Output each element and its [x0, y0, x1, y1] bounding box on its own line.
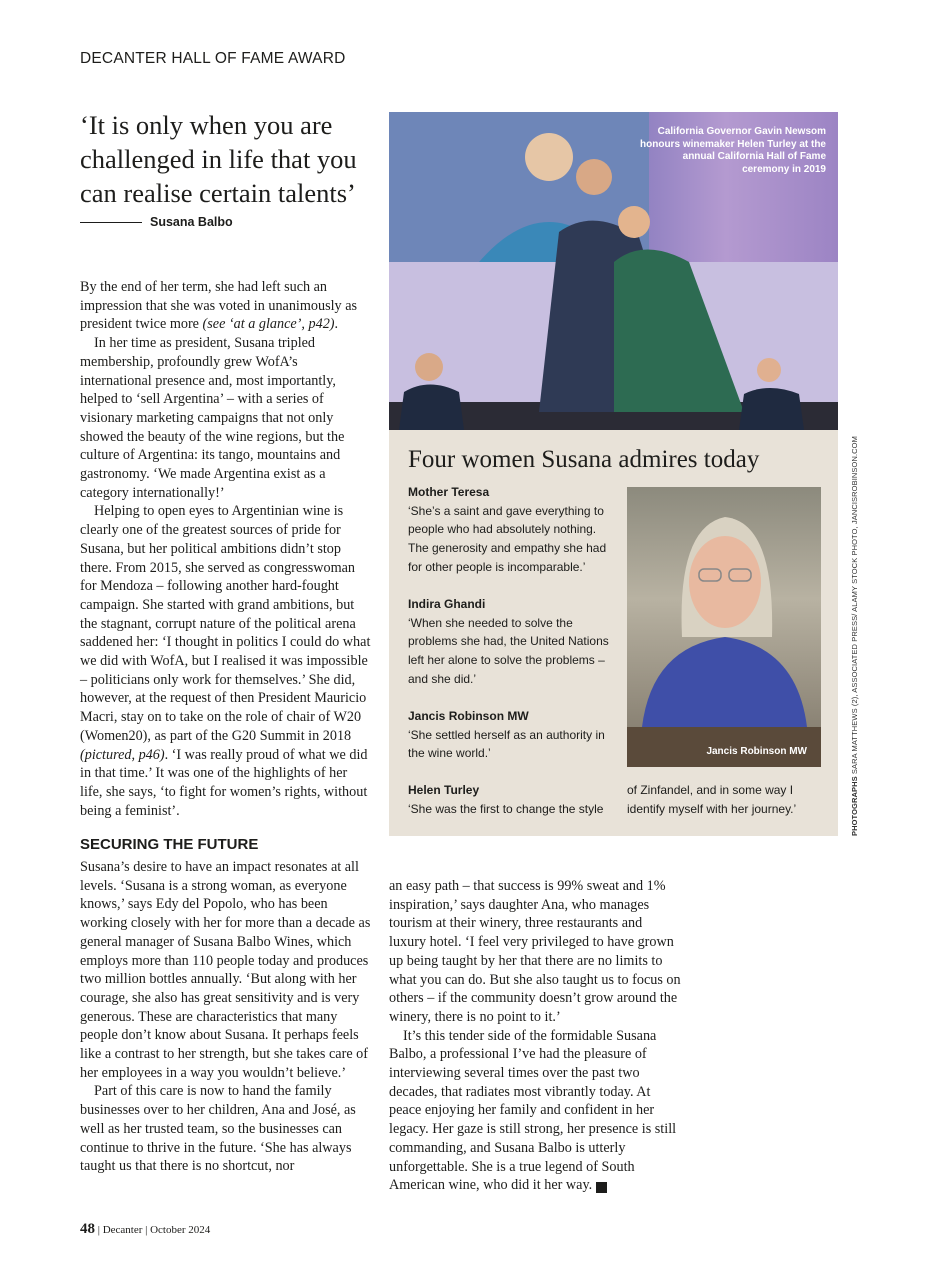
- page-footer: [80, 1221, 210, 1238]
- paragraph: Susana’s desire to have an impact resonates at all levels. ‘Susana is a strong woman, as everyone knows,’ says Edy del Popolo, who has been working closely with her for more than a decade as general manager of Susana Balbo Wines, which employs more than 110 people today and produces two million bottles annually. ‘But along with her courage, she also has great sensitivity and is very generous. These are characteristics that many people don’t know about Susana. It perhaps feels like a contrast to her strength, but she takes care of her employees in a way you wouldn’t believe.’: [80, 859, 371, 1081]
- portrait-photo: [627, 487, 821, 767]
- body-column-left-lower: [80, 858, 372, 1176]
- portrait-illustration: [627, 487, 821, 767]
- pull-quote: ‘It is only when you are challenged in life that you can realise certain talents’: [80, 110, 357, 208]
- sidebar-title: Four women Susana admires today: [408, 446, 760, 473]
- sidebar-item-helen-turley-cont: of Zinfandel, and in some way I identify myself with her journey.’: [627, 783, 797, 816]
- paragraph: By the end of her term, she had left such an impression that she was voted in unanimously as president twice more (see ‘at a glance’, p42).: [80, 279, 358, 333]
- sidebar-item-jancis-robinson: Jancis Robinson MW ‘She settled herself as an authority in the wine world.’: [408, 709, 605, 761]
- body-column-middle: [389, 877, 681, 1195]
- paragraph: Helping to open eyes to Argentinian wine is clearly one of the greatest sources of pride for Susana, but her political ambitions didn’t stop there. From 2015, she served as congresswoman for Mendoza – following another hard-fought campaign. She started with grand ambitions, but the stagnant, corrupt nature of the political arena saddened her: ‘I thought in politics I could do what we did with WofA, but I realised it was impossible – politicians only work for themselves.’ She did, however, at the request of then President Mauricio Macri, stay on to take on the role of chair of W20 (Women20), as part of the G20 Summit in 2018 (pictured, p46). ‘I was really proud of what we did in that time.’ It was one of the highlights of her life, she says, ‘to fight for women’s rights, without being a feminist’.: [80, 503, 371, 819]
- ceremony-photo: [389, 112, 838, 430]
- sidebar-item-indira-ghandi: Indira Ghandi ‘When she needed to solve the problems she had, the United Nations left her alone to solve the problems – and she did.’: [408, 597, 609, 686]
- end-mark-icon: D: [596, 1182, 607, 1193]
- photo-credit: PHOTOGRAPHS SARA MATTHEWS (2), ASSOCIATED PRESS/ ALAMY STOCK PHOTO, JANCISROBINSON.COM: [850, 436, 859, 836]
- footer-text: | Decanter | October 2024: [95, 1224, 211, 1236]
- portrait-caption: Jancis Robinson MW: [706, 746, 807, 757]
- attribution-rule: [80, 222, 142, 223]
- paragraph: an easy path – that success is 99% sweat and 1% inspiration,’ says daughter Ana, who manages tourism at their winery, three restaurants and luxury hotel. ‘I feel very privileged to have grown up being taught by her that there are no limits to what you can do. But she also taught us to focus on others – if the community doesn’t grow around the winery, there is no point to it.’: [389, 878, 681, 1025]
- sidebar-item-mother-teresa: Mother Teresa ‘She’s a saint and gave everything to people who had absolutely nothing. The generosity and empathy she had for other people is incomparable.’: [408, 485, 607, 574]
- photo-caption: California Governor Gavin Newsom honours winemaker Helen Turley at the annual California Hall of Fame ceremony in 2019: [640, 126, 826, 175]
- section-label: DECANTER HALL OF FAME AWARD: [80, 50, 346, 67]
- paragraph: Part of this care is now to hand the family businesses over to her children, Ana and José, as well as her trusted team, so the businesses can continue to thrive in the future. ‘She has always taught us that there is no shortcut, nor: [80, 1083, 356, 1175]
- paragraph: In her time as president, Susana tripled membership, profoundly grew WofA’s international presence and, most importantly, helped to ‘sell Argentina’ – with a series of visionary marketing campaigns that not only showed the beauty of the wine regions, but the culture of Argentina: its tango, mountains and gastronomy. ‘We made Argentina exist as a category internationally!’: [80, 335, 345, 501]
- body-column-left: [80, 278, 372, 820]
- page-number: 48: [80, 1221, 95, 1237]
- sidebar-box: [389, 430, 838, 836]
- paragraph: It’s this tender side of the formidable Susana Balbo, a professional I’ve had the pleasure of interviewing several times over the past two decades, that radiates most vibrantly today. At peace enjoying her family and confident in her legacy. Her gaze is still strong, her presence is still commanding, and Susana Balbo is utterly unforgettable. She is a true legend of South American wine, who did it her way. D: [389, 1027, 677, 1194]
- pull-quote-attribution: [80, 215, 233, 229]
- attribution-name: Susana Balbo: [150, 215, 233, 229]
- sidebar-item-helen-turley: Helen Turley ‘She was the first to change the style: [408, 783, 604, 816]
- subheading: SECURING THE FUTURE: [80, 836, 259, 853]
